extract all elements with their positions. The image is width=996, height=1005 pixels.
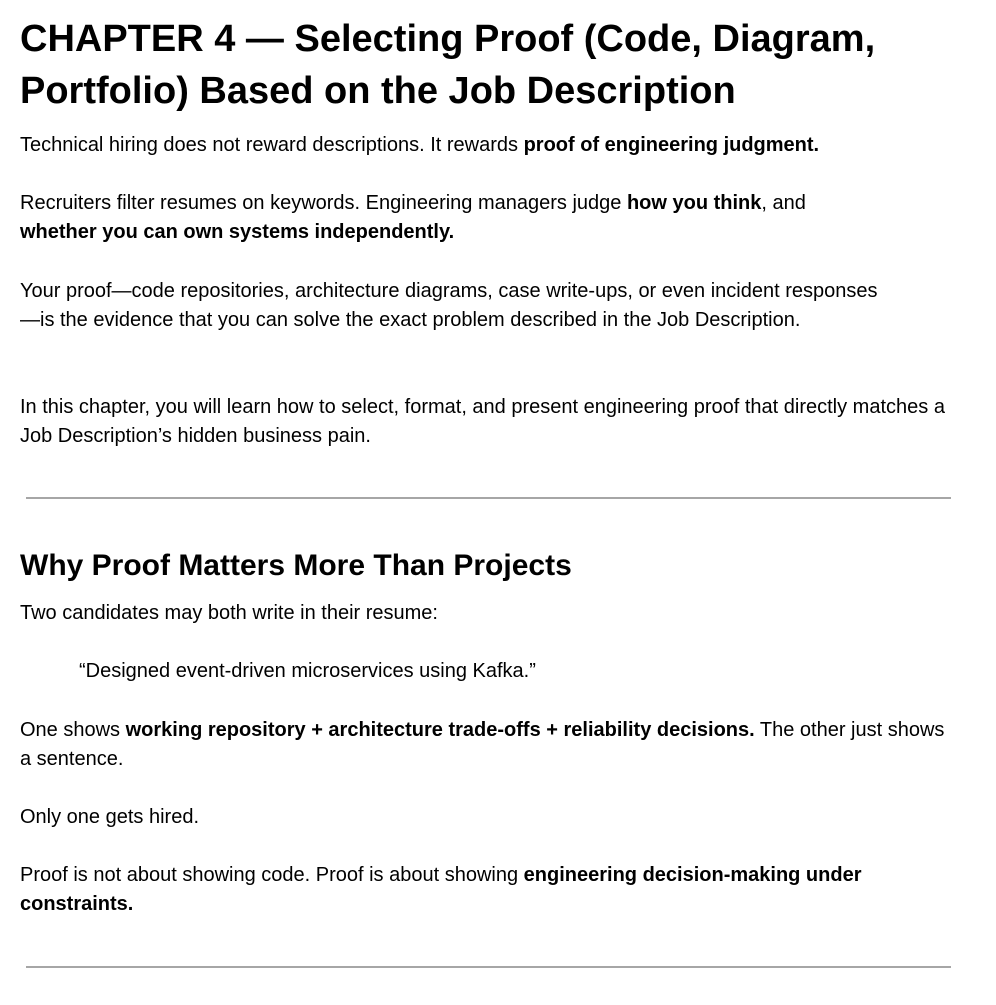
- section-p2-text2: The other just shows a sentence.: [20, 719, 945, 770]
- intro-p1-text: Technical hiring does not reward descriptions. It rewards: [20, 134, 524, 156]
- section-paragraph-4: [20, 861, 960, 919]
- intro-p1-bold: proof of engineering judgment.: [523, 134, 820, 156]
- intro-p2-text1: Recruiters filter resumes on keywords. Engineering managers judge: [20, 192, 627, 214]
- section-p4-text: Proof is not about showing code. Proof is about showing: [20, 864, 524, 886]
- intro-p2-bold1: how you think: [626, 192, 762, 214]
- intro-paragraph-3: Your proof—code repositories, architecture diagrams, case write-ups, or even incident responses—is the evidence that you can solve the exact problem described in the Job Description.: [20, 280, 878, 331]
- section-heading: Why Proof Matters More Than Projects: [20, 549, 572, 582]
- intro-paragraph-2: [20, 189, 960, 247]
- section-p2-bold: working repository + architecture trade-offs + reliability decisions.: [125, 719, 755, 741]
- section-divider-1: [26, 497, 951, 499]
- intro-paragraph-1: [20, 131, 960, 160]
- chapter-title: CHAPTER 4 — Selecting Proof (Code, Diagram, Portfolio) Based on the Job Description: [20, 18, 876, 112]
- section-divider-2: [26, 966, 951, 968]
- section-p2-text1: One shows: [20, 719, 126, 741]
- intro-p2-text2: , and: [761, 192, 806, 214]
- section-paragraph-1: Two candidates may both write in their resume:: [20, 602, 438, 624]
- intro-p2-bold2: whether you can own systems independently.: [20, 221, 455, 243]
- section-paragraph-2: [20, 716, 960, 774]
- intro-paragraph-4: In this chapter, you will learn how to select, format, and present engineering proof that directly matches a Job Description’s hidden business pain.: [20, 396, 945, 447]
- block-quote: “Designed event-driven microservices using Kafka.”: [79, 660, 536, 682]
- section-p4-bold: engineering decision-making under constraints.: [20, 864, 862, 915]
- section-paragraph-3: Only one gets hired.: [20, 806, 199, 828]
